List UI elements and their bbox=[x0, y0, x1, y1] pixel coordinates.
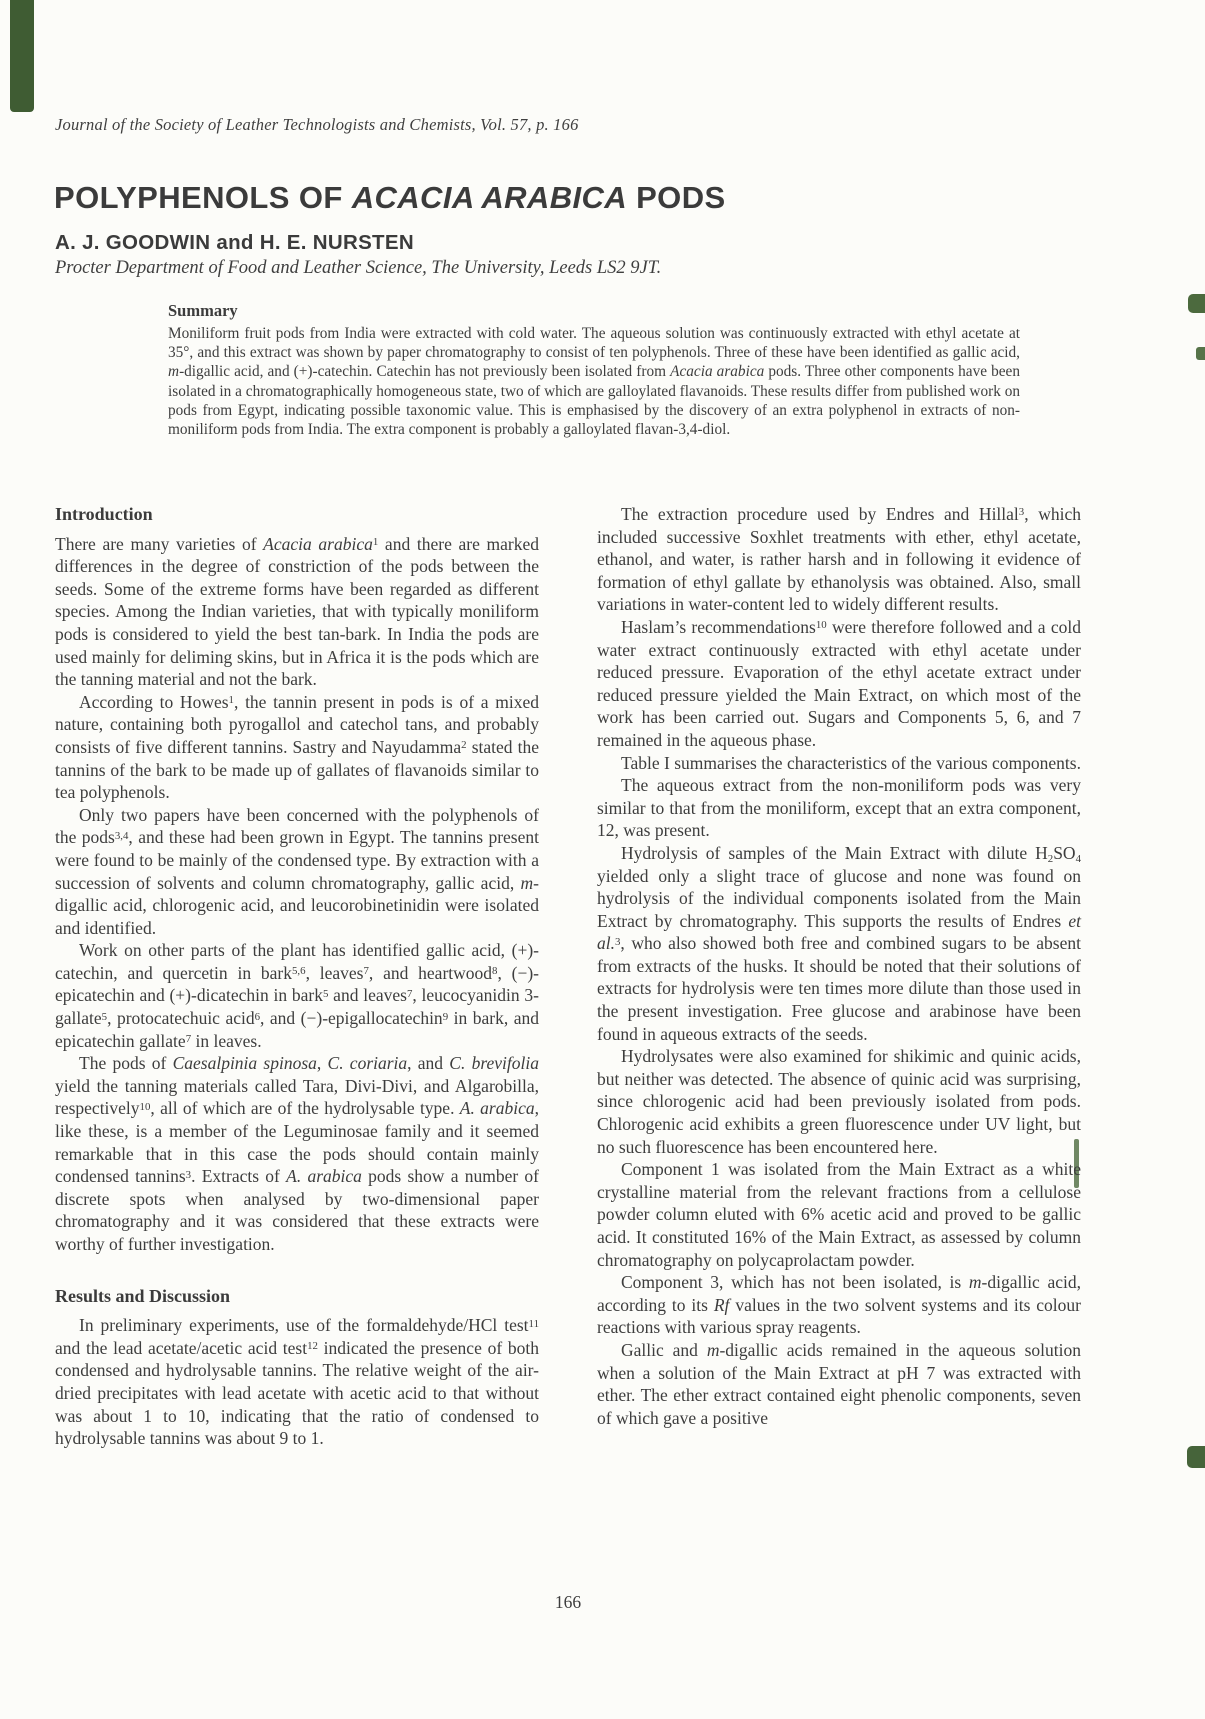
paragraph: Component 1 was isolated from the Main Extract as a white crystalline material from the relevant fractions from a cellulose powder column eluted with 6% acetic acid and proved to be gallic acid. It constituted 16% of the Main Extract, as assessed by column chromatography on polycaprolactam powder. bbox=[597, 1159, 1081, 1270]
scan-mark-right-upper-small bbox=[1196, 347, 1205, 360]
paragraph: Hydrolysis of samples of the Main Extract with dilute $H_2SO_4$ yielded only a slight trace of glucose and none was found on hydrolysis of the individual components isolated from the Main Extract by chromatography. This supports the results of Endres et al.$^3$, who also showed both free and combined sugars to be absent from extracts of the husks. It should be noted that their solutions of extracts for hydrolysis were ten times more dilute than those used in the present investigation. Free glucose and arabinose have been found in aqueous extracts of the seeds. bbox=[597, 842, 1081, 1044]
summary-section bbox=[168, 301, 1020, 439]
paragraph: The pods of Caesalpinia spinosa, C. coriaria, and C. brevifolia yield the tanning materials called Tara, Divi-Divi, and Algarobilla, respectively$^{10}$, all of which are of the hydrolysable type. A. arabica, like these, is a member of the Leguminosae family and it seemed remarkable that in this case the pods should contain mainly condensed tannins$^3$. Extracts of A. arabica pods show a number of discrete spots when analysed by two-dimensional paper chromatography and it was considered that these extracts were worthy of further investigation. bbox=[55, 1053, 539, 1254]
paragraph: Table I summarises the characteristics of the various components. bbox=[621, 752, 1081, 773]
authors: A. J. GOODWIN and H. E. NURSTEN bbox=[55, 231, 414, 254]
article-title: POLYPHENOLS OF ACACIA ARABICA PODS bbox=[54, 180, 726, 215]
scan-mark-right-upper bbox=[1188, 294, 1205, 313]
paragraph: There are many varieties of Acacia arabica$^1$ and there are marked differences in the degree of constriction of the pods between the seeds. Some of the extreme forms have been regarded as different species. Among the Indian varieties, that with typically moniliform pods is considered to yield the best tan-bark. In India the pods are used mainly for deliming skins, but in Africa it is the pods which are the tanning material and not the bark. bbox=[55, 533, 539, 690]
left-column bbox=[55, 503, 539, 1450]
paragraph: The extraction procedure used by Endres and Hillal$^3$, which included successive Soxhlet treatments with ether, ethyl acetate, ethanol, and water, is rather harsh and in following it evidence of formation of ethyl gallate by ethanolysis was obtained. Also, small variations in water-content led to widely different results. bbox=[597, 504, 1081, 615]
paragraph: According to Howes$^1$, the tannin present in pods is of a mixed nature, containing both pyrogallol and catechol tans, and probably consists of five different tannins. Sastry and Nayudamma$^2$ stated the tannins of the bark to be made up of gallates of flavanoids similar to tea polyphenols. bbox=[55, 691, 540, 803]
summary-body: Moniliform fruit pods from India were extracted with cold water. The aqueous solution was continuously extracted with ethyl acetate at 35°, and this extract was shown by paper chromatography to consist of ten polyphenols. Three of these have been identified as gallic acid, m-digallic acid, and (+)-catechin. Catechin has not previously been isolated from Acacia arabica pods. Three other components have been isolated in a chromatographically homogeneous state, two of which are galloylated flavanoids. These results differ from published work on pods from Egypt, indicating possible taxonomic value. This is emphasised by the discovery of an extra polyphenol in extracts of non-moniliform pods from India. The extra component is probably a galloylated flavan-3,4-diol. bbox=[168, 325, 1020, 439]
paragraph: Component 3, which has not been isolated, is m-digallic acid, according to its Rf values in the two solvent systems and its colour reactions with various spray reagents. bbox=[597, 1272, 1081, 1338]
page-number: 166 bbox=[554, 1592, 582, 1612]
summary-heading: Summary bbox=[168, 301, 238, 320]
paragraph: Haslam’s recommendations$^{10}$ were therefore followed and a cold water extract continuously extracted with ethyl acetate under reduced pressure. Evaporation of the ethyl acetate extract under reduced pressure yielded the Main Extract, on which most of the work has been carried out. Sugars and Components 5, 6, and 7 remained in the aqueous phase. bbox=[597, 616, 1081, 750]
paragraph: Work on other parts of the plant has identified gallic acid, (+)-catechin, and quercetin in bark$^{5,6}$, leaves$^7$, and heartwood$^8$, (−)-epicatechin and (+)-dicatechin in bark$^5$ and leaves$^7$, leucocyanidin 3-gallate$^5$, protocatechuic acid$^6$, and (−)-epigallocatechin$^9$ in bark, and epicatechin gallate$^7$ in leaves. bbox=[55, 940, 540, 1051]
paragraph: Hydrolysates were also examined for shikimic and quinic acids, but neither was detected. The absence of quinic acid was surprising, since chlorogenic acid had been previously isolated from pods. Chlorogenic acid exhibits a green fluorescence under UV light, but no such fluorescence has been encountered here. bbox=[597, 1046, 1081, 1157]
article-body bbox=[55, 503, 1081, 1450]
journal-header: Journal of the Society of Leather Technologists and Chemists, Vol. 57, p. 166 bbox=[55, 115, 579, 134]
scan-mark-right-lower bbox=[1187, 1446, 1205, 1468]
paragraph: The aqueous extract from the non-moniliform pods was very similar to that from the moniliform, except that an extra component, 12, was present. bbox=[597, 775, 1081, 841]
paragraph: Only two papers have been concerned with the polyphenols of the pods$^{3,4}$, and these had been grown in Egypt. The tannins present were found to be mainly of the condensed type. By extraction with a succession of solvents and column chromatography, gallic acid, m-digallic acid, chlorogenic acid, and leucorobinetinidin were isolated and identified. bbox=[55, 804, 539, 938]
affiliation: Procter Department of Food and Leather Science, The University, Leeds LS2 9JT. bbox=[55, 258, 662, 278]
paragraph: Gallic and m-digallic acids remained in the aqueous solution when a solution of the Main Extract at pH 7 was extracted with ether. The ether extract contained eight phenolic components, seven of which gave a positive bbox=[597, 1339, 1082, 1428]
scan-mark-top-left bbox=[10, 0, 34, 112]
section-heading: Results and Discussion bbox=[55, 1285, 231, 1306]
paragraph: In preliminary experiments, use of the formaldehyde/HCl test$^{11}$ and the lead acetate/acetic acid test$^{12}$ indicated the presence of both condensed and hydrolysable tannins. The relative weight of the air-dried precipitates with lead acetate with acetic acid to that without was about 1 to 10, indicating that the ratio of condensed to hydrolysable tannins was about 9 to 1. bbox=[55, 1315, 539, 1449]
section-heading: Introduction bbox=[55, 504, 153, 524]
right-column bbox=[597, 503, 1081, 1450]
